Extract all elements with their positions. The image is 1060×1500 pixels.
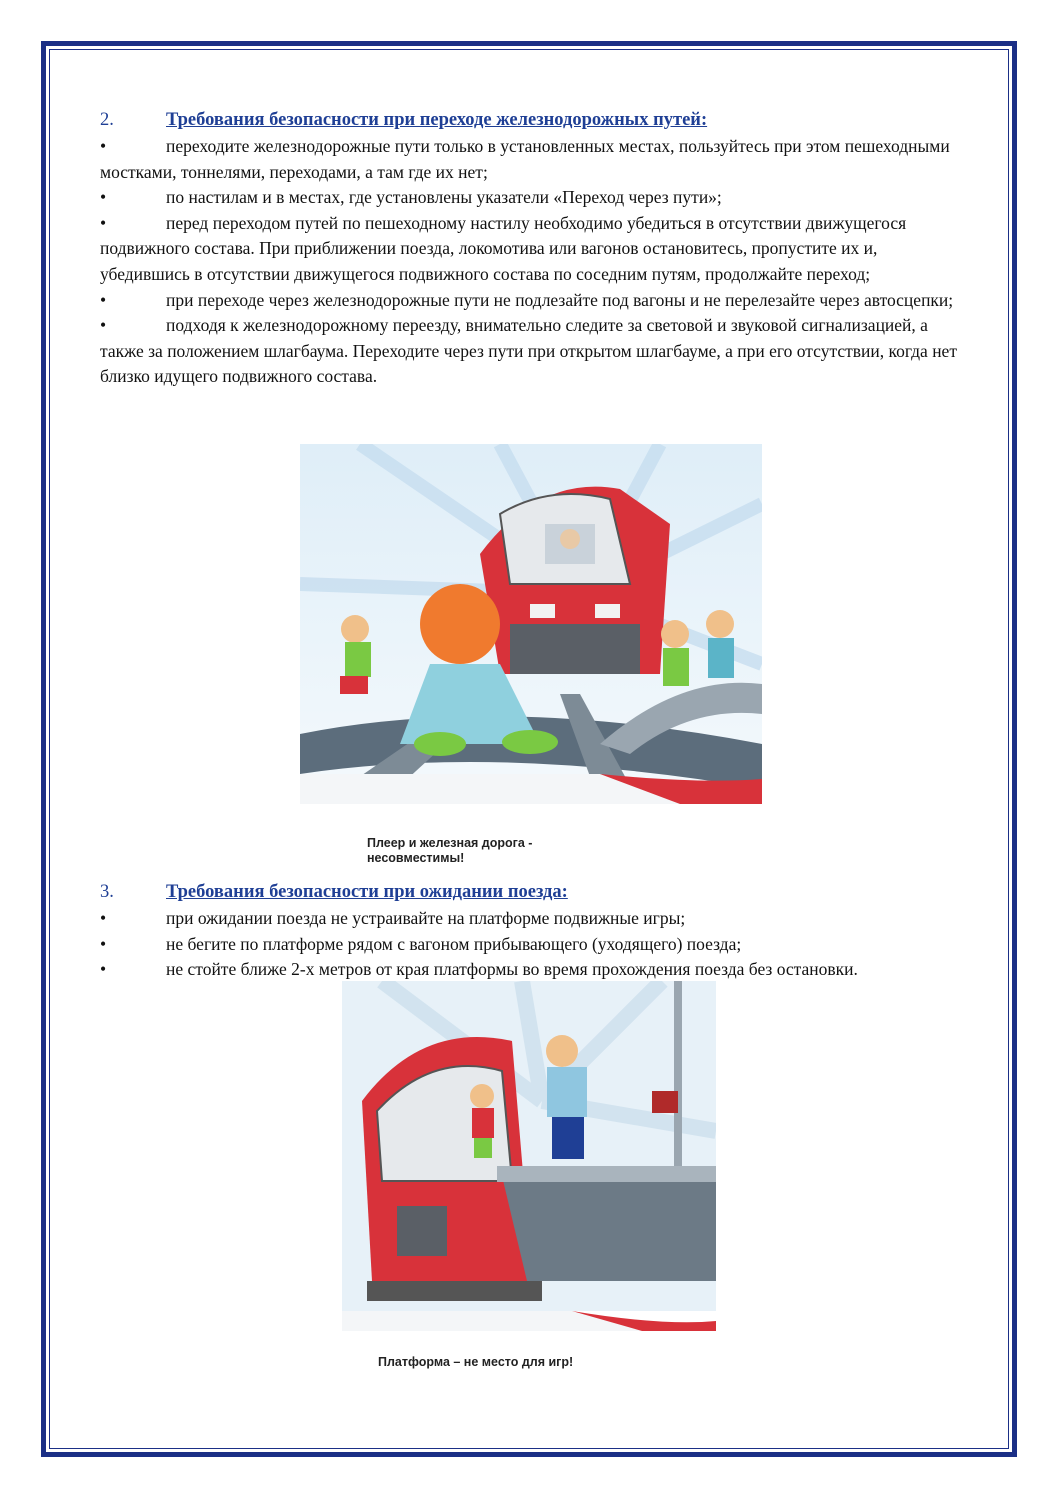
bullet-icon: • [100, 289, 107, 310]
platform-train-illustration [342, 981, 716, 1385]
list-item: • не стойте ближе 2-х метров от края платформы во время прохождения поезда без остановки. [100, 957, 960, 983]
section-2-heading [100, 108, 960, 132]
bullet-icon: • [100, 212, 107, 233]
section-3-number: 3. [100, 882, 114, 902]
list-item: • при переходе через железнодорожные пути не подлезайте под вагоны и не перелезайте через автосцепки; [100, 288, 960, 314]
section-2-title[interactable]: Требования безопасности при переходе железнодорожных путей: [166, 110, 708, 130]
list-item: • переходите железнодорожные пути только в установленных местах, пользуйтесь при этом пешеходными мостками, тоннелями, переходами, а там где их нет; [100, 136, 950, 182]
figure-1-caption: Плеер и железная дорога - несовместимы! [367, 836, 533, 865]
list-item: • подходя к железнодорожному переезду, внимательно следите за световой и звуковой сигнализацией, а также за положением шлагбаума. Переходите через пути при открытом шлагбауме, а при его отсутствии, когда нет близко идущего подвижного состава. [100, 315, 957, 387]
list-item: • перед переходом путей по пешеходному настилу необходимо убедиться в отсутствии движущегося подвижного состава. При приближении поезда, локомотива или вагонов остановитесь, пропустите их и, убедившись в отсутствии движущегося подвижного состава по соседним путям, продолжайте переход; [100, 212, 907, 284]
section-3-title[interactable]: Требования безопасности при ожидании поезда: [166, 882, 568, 902]
bullet-icon: • [100, 908, 107, 928]
section-3 [100, 880, 960, 983]
list-item: • при ожидании поезда не устраивайте на платформе подвижные игры; [100, 906, 960, 932]
list-item: • по настилам и в местах, где установлены указатели «Переход через пути»; [100, 185, 960, 211]
bullet-icon: • [100, 187, 107, 208]
section-3-heading [100, 880, 960, 904]
train-crossing-illustration [300, 444, 762, 868]
bullet-icon: • [100, 315, 107, 336]
section-2 [100, 108, 960, 390]
bullet-icon: • [100, 933, 107, 954]
section-2-number: 2. [100, 110, 114, 130]
bullet-icon: • [100, 959, 107, 980]
figure-2-caption: Платформа – не место для игр! [378, 1355, 574, 1369]
list-item: • не бегите по платформе рядом с вагоном прибывающего (уходящего) поезда; [100, 932, 960, 958]
bullet-icon: • [100, 136, 107, 156]
